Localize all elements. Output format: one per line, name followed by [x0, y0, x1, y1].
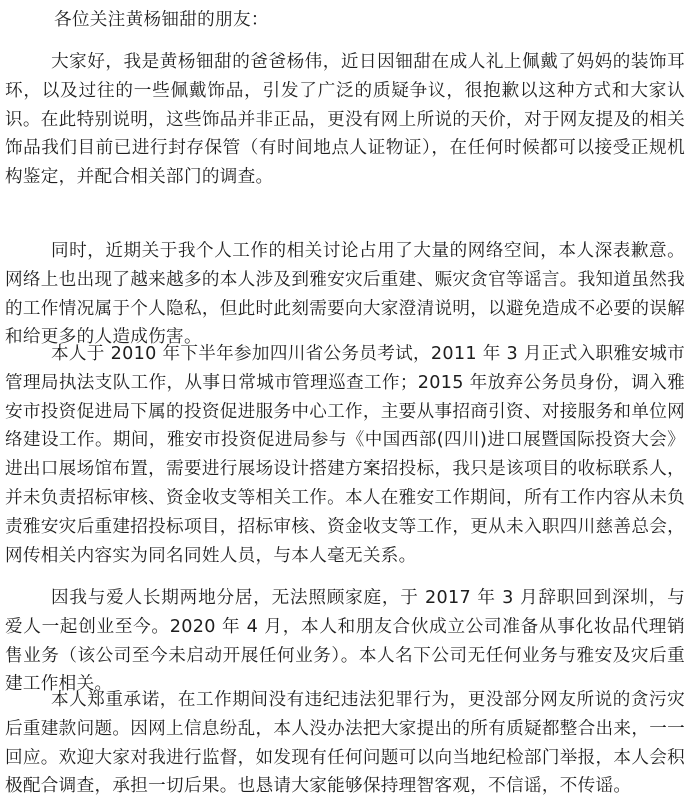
paragraph-5: 本人郑重承诺，在工作期间没有违纪违法犯罪行为，更没部分网友所说的贪污灾后重建款问题。因网上信息纷乱，本人没办法把大家提出的所有质疑都整合出来，一一回应。欢迎大家对我进行监督，如发现有任何问题可以向当地纪检部门举报，本人会积极配合调查，承担一切后果。也恳请大家能够保持理智客观，不信谣，不传谣。	[5, 690, 685, 797]
paragraph-4: 因我与爱人长期两地分居，无法照顾家庭，于 2017 年 3 月辞职回到深圳，与爱人一起创业至今。2020 年 4 月，本人和朋友合伙成立公司准备从事化妆品代理销售业务（该公司至今未启动开展任何业务）。本人名下公司无任何业务与雅安及灾后重建工作相关。	[5, 588, 685, 695]
paragraph-2: 同时，近期关于我个人工作的相关讨论占用了大量的网络空间，本人深表歉意。网络上也出现了越来越多的本人涉及到雅安灾后重建、赈灾贪官等谣言。我知道虽然我的工作情况属于个人隐私，但此时此刻需要向大家澄清说明，以避免造成不必要的误解和给更多的人造成伤害。	[5, 241, 685, 348]
paragraph-3: 本人于 2010 年下半年参加四川省公务员考试，2011 年 3 月正式入职雅安城市管理局执法支队工作，从事日常城市管理巡查工作；2015 年放弃公务员身份，调入雅安市投资促进局下属的投资促进服务中心工作，主要从事招商引资、对接服务和单位网络建设工作。期间，雅安市投资促进局参与《中国西部(四川)进口展暨国际投资大会》进出口展场馆布置，需要进行展场设计搭建方案招投标，我只是该项目的收标联系人，并未负责招标审核、资金收支等相关工作。本人在雅安工作期间，所有工作内容从未负责雅安灾后重建招投标项目，招标审核、资金收支等工作，更从未入职四川慈善总会，网传相关内容实为同名同姓人员，与本人毫无关系。	[5, 344, 685, 566]
paragraph-1: 大家好，我是黄杨钿甜的爸爸杨伟，近日因钿甜在成人礼上佩戴了妈妈的装饰耳环，以及过往的一些佩戴饰品，引发了广泛的质疑争议，很抱歉以这种方式和大家认识。在此特别说明，这些饰品并非正品，更没有网上所说的天价，对于网友提及的相关饰品我们目前已进行封存保管（有时间地点人证物证），在任何时候都可以接受正规机构鉴定，并配合相关部门的调查。	[5, 52, 685, 188]
letter-greeting: 各位关注黄杨钿甜的朋友：	[54, 10, 269, 30]
